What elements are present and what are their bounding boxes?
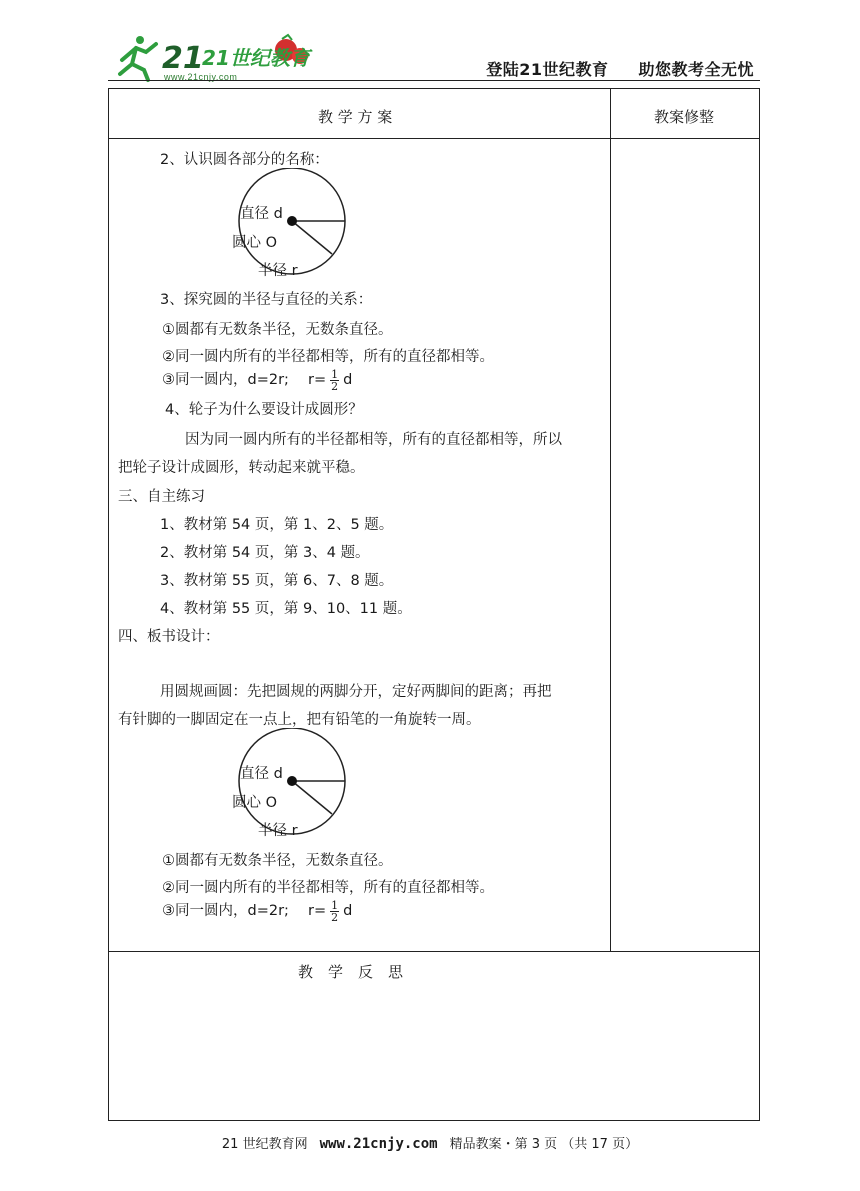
slogan-left: 登陆21世纪教育	[486, 60, 609, 79]
fraction-denominator: 2	[331, 379, 339, 393]
column-divider	[610, 88, 611, 951]
exercise-3: 3、教材第 55 页，第 6、7、8 题。	[160, 573, 394, 589]
point-1: ①圆都有无数条半径，无数条直径。	[162, 322, 393, 338]
site-logo[interactable]	[112, 30, 312, 84]
center-label: 圆心 O	[232, 795, 278, 811]
header-slogan	[486, 57, 754, 80]
board-point-1: ①圆都有无数条半径，无数条直径。	[162, 853, 393, 869]
footer-site-name: 21 世纪教育网	[221, 1137, 308, 1152]
reflection-heading: 教 学 反 思	[298, 963, 404, 981]
radius-label: 半径 r	[258, 823, 298, 839]
diameter-label: 直径 d	[240, 766, 283, 782]
exercise-2: 2、教材第 54 页，第 3、4 题。	[160, 545, 370, 561]
section-4-heading: 4、轮子为什么要设计成圆形？	[165, 402, 363, 418]
logo-url: www.21cnjy.com	[164, 72, 238, 82]
column-header-revision: 教案修整	[654, 108, 715, 126]
board-point-3-formula	[162, 899, 352, 923]
board-design-line-1: 用圆规画圆：先把圆规的两脚分开，定好两脚间的距离；再把	[160, 684, 552, 700]
fraction-numerator: 1	[331, 367, 339, 381]
circle-figure	[230, 728, 410, 838]
part-3-heading: 三、自主练习	[118, 489, 205, 505]
section-3-heading: 3、探究圆的半径与直径的关系：	[160, 292, 373, 308]
section-4-answer-line-2: 把轮子设计成圆形，转动起来就平稳。	[118, 460, 365, 476]
footer-url[interactable]: www.21cnjy.com	[319, 1136, 438, 1152]
formula-prefix: ③同一圆内，d=2r; r=	[162, 372, 327, 388]
formula-suffix: d	[343, 372, 353, 388]
circle-figure	[230, 168, 410, 278]
exercise-1: 1、教材第 54 页，第 1、2、5 题。	[160, 517, 394, 533]
page-footer	[0, 1133, 860, 1152]
circle-diagram-1	[230, 168, 410, 278]
center-label: 圆心 O	[232, 235, 278, 251]
circle-diagram-2	[230, 728, 410, 838]
logo-text: 21世纪教育	[202, 46, 310, 70]
section-2-heading: 2、认识圆各部分的名称：	[160, 152, 329, 168]
slogan-right: 助您教考全无忧	[638, 60, 754, 79]
point-3-formula	[162, 368, 352, 392]
header-divider	[108, 80, 760, 81]
fraction-one-half	[330, 369, 339, 392]
fraction-numerator: 1	[331, 898, 339, 912]
board-design-line-2: 有针脚的一脚固定在一点上，把有铅笔的一角旋转一周。	[118, 712, 481, 728]
part-4-heading: 四、板书设计：	[118, 629, 220, 645]
header-row-divider	[108, 138, 760, 139]
formula-prefix: ③同一圆内，d=2r; r=	[162, 903, 327, 919]
page-header	[108, 30, 760, 86]
exercise-4: 4、教材第 55 页，第 9、10、11 题。	[160, 601, 412, 617]
reflection-row-divider	[108, 951, 760, 952]
svg-text:21: 21	[162, 41, 204, 76]
fraction-denominator: 2	[331, 910, 339, 924]
diameter-label: 直径 d	[240, 206, 283, 222]
footer-page-info: 精品教案・第 3 页 （共 17 页）	[449, 1137, 639, 1152]
board-point-2: ②同一圆内所有的半径都相等，所有的直径都相等。	[162, 880, 494, 896]
radius-label: 半径 r	[258, 263, 298, 279]
column-header-plan: 教 学 方 案	[318, 108, 393, 126]
fraction-one-half	[330, 900, 339, 923]
formula-suffix: d	[343, 903, 353, 919]
point-2: ②同一圆内所有的半径都相等，所有的直径都相等。	[162, 349, 494, 365]
section-4-answer-line-1: 因为同一圆内所有的半径都相等，所有的直径都相等，所以	[185, 432, 562, 448]
